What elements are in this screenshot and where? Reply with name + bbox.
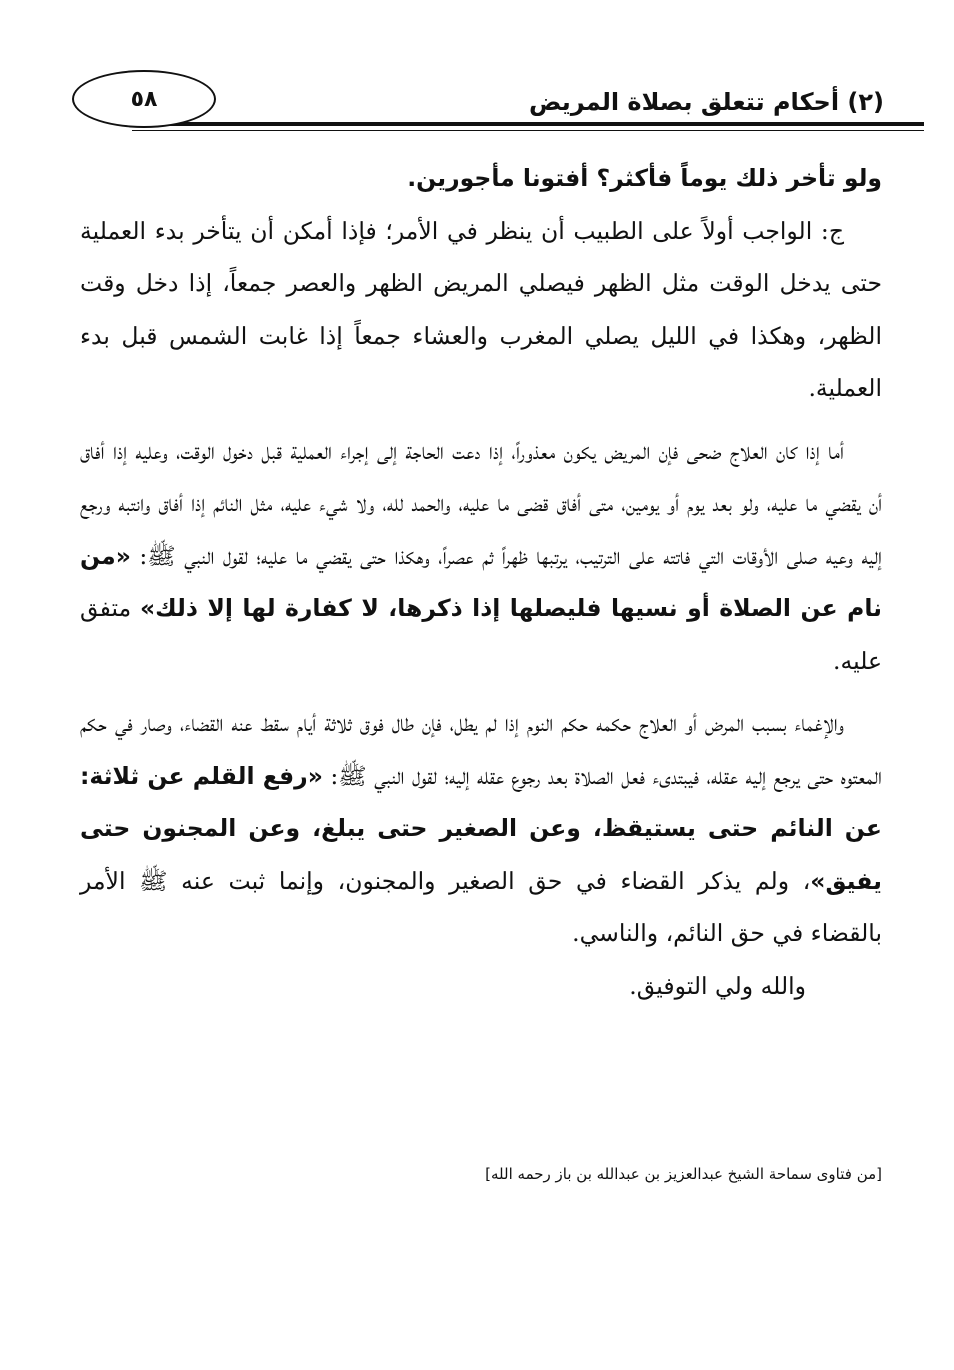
paragraph-3-text: والإغماء بسبب المرض أو العلاج حكمه حكم النوم إذا لم يطل، فإن طال فوق ثلاثة أيام سقط عنه القضاء، وصار في حكم المعتوه حتى يرجع إليه عقله، فيبتدىء فعل الصلاة بعد رجوع عقله إليه؛ لقول النبي ﷺ:	[80, 709, 882, 790]
paragraph-2-end: متفق عليه.	[80, 594, 882, 675]
paragraph-3-end: ، ولم يذكر القضاء في حق الصغير والمجنون، وإنما ثبت عنه ﷺ الأمر بالقضاء في حق النائم، والناسي.	[80, 866, 882, 947]
page-header	[72, 70, 884, 130]
paragraph-2-text: أما إذا كان العلاج ضحى فإن المريض يكون معذوراً، إذا دعت الحاجة إلى إجراء العملية قبل دخول الوقت، وعليه إذا أفاق أن يقضي ما عليه، ولو بعد يوم أو يومين، متى أفاق قضى ما عليه، والحمد لله، ولا شيء عليه، مثل النائم إذا أفاق وانتبه ورجع إليه وعيه صلى الأوقات التي فاتته على الترتيب، يرتبها ظهراً ثم عصراً، وهكذا حتى يقضي ما عليه؛ لقول النبي ﷺ:	[80, 436, 882, 570]
header-rule-thin	[132, 130, 924, 131]
source-citation: [من فتاوى سماحة الشيخ عبدالعزيز بن عبدالله بن باز رحمه الله]	[485, 1165, 882, 1183]
paragraph-3	[80, 697, 882, 960]
header-rule-thick	[132, 122, 924, 126]
hadith-quote-1: «من نام عن الصلاة أو نسيها فليصلها إذا ذكرها، لا كفارة لها إلا ذلك»	[80, 541, 883, 622]
closing-line: والله ولي التوفيق.	[629, 971, 806, 1000]
question-text: ولو تأخر ذلك يوماً فأكثر؟ أفتونا مأجورين.	[407, 164, 882, 192]
page-body	[80, 152, 882, 1012]
hadith-quote-2: «رفع القلم عن ثلاثة: عن النائم حتى يستيقظ، وعن الصغير حتى يبلغ، وعن المجنون حتى يفيق»	[80, 761, 882, 895]
answer-paragraph: ج: الواجب أولاً على الطبيب أن ينظر في الأمر؛ فإذا أمكن أن يتأخر بدء العملية حتى يدخل الوقت مثل الظهر فيصلي المريض الظهر والعصر جمعاً، إذا دخل وقت الظهر، وهكذا في الليل يصلي المغرب والعشاء جمعاً إذا غابت الشمس قبل بدء العملية.	[80, 216, 882, 402]
running-header-title: (٢) أحكام تتعلق بصلاة المريض	[529, 88, 884, 116]
page-number: ٥٨	[72, 70, 216, 128]
paragraph-2	[80, 425, 882, 688]
